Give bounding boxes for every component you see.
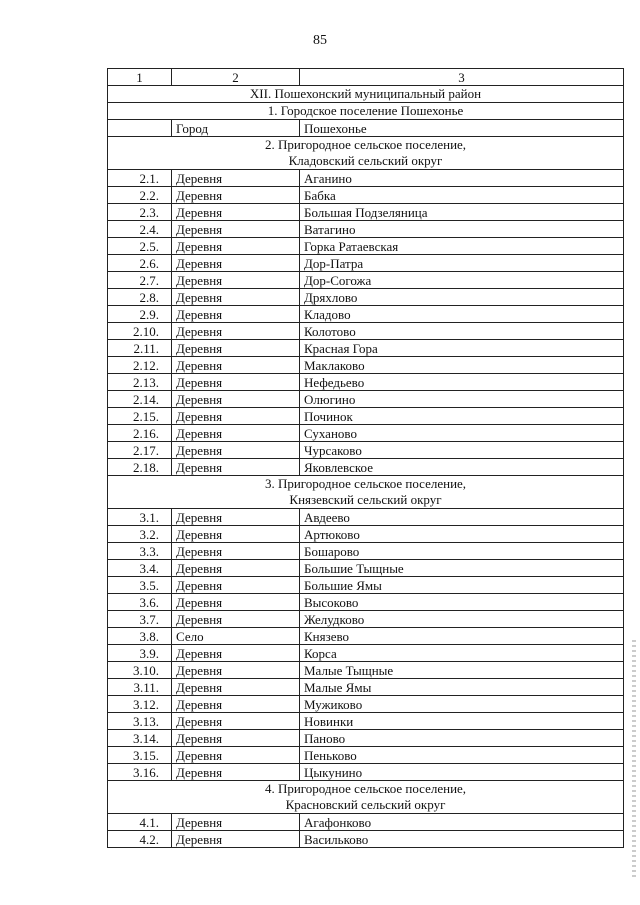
row-number: 2.2. <box>108 187 172 204</box>
row-number: 2.14. <box>108 391 172 408</box>
settlement-type: Деревня <box>172 170 300 187</box>
section-heading-line: 2. Пригородное сельское поселение, <box>264 137 467 152</box>
settlement-name: Артюково <box>300 526 624 543</box>
row-number: 3.8. <box>108 628 172 645</box>
settlement-type: Деревня <box>172 747 300 764</box>
table-row <box>108 814 624 831</box>
settlement-type: Деревня <box>172 526 300 543</box>
settlement-name: Аганино <box>300 170 624 187</box>
settlement-name: Корса <box>300 645 624 662</box>
table-row <box>108 628 624 645</box>
settlement-name: Яковлевское <box>300 459 624 476</box>
table-row <box>108 306 624 323</box>
table-row <box>108 391 624 408</box>
table-row <box>108 408 624 425</box>
settlement-name: Малые Тыщные <box>300 662 624 679</box>
settlement-type: Деревня <box>172 543 300 560</box>
row-number: 2.10. <box>108 323 172 340</box>
row-number: 3.7. <box>108 611 172 628</box>
settlement-type: Деревня <box>172 560 300 577</box>
settlement-type: Деревня <box>172 340 300 357</box>
section-heading-line: 3. Пригородное сельское поселение, <box>264 476 467 491</box>
section-heading <box>108 781 624 814</box>
settlement-name: Васильково <box>300 831 624 848</box>
row-number: 2.13. <box>108 374 172 391</box>
settlement-type: Деревня <box>172 255 300 272</box>
settlement-type: Деревня <box>172 730 300 747</box>
table-row <box>108 577 624 594</box>
settlement-name: Большая Подзеляница <box>300 204 624 221</box>
section-heading-row <box>108 137 624 170</box>
settlement-name: Суханово <box>300 425 624 442</box>
table-row <box>108 221 624 238</box>
settlement-type: Деревня <box>172 323 300 340</box>
row-number: 3.2. <box>108 526 172 543</box>
settlement-type: Деревня <box>172 391 300 408</box>
row-number: 2.8. <box>108 289 172 306</box>
row-number: 2.15. <box>108 408 172 425</box>
settlement-type: Деревня <box>172 645 300 662</box>
table-row <box>108 662 624 679</box>
settlement-type: Деревня <box>172 831 300 848</box>
section-heading-line: Князевский сельский округ <box>289 492 442 507</box>
row-number: 3.5. <box>108 577 172 594</box>
table-row <box>108 543 624 560</box>
table-row <box>108 560 624 577</box>
section-heading-line: Кладовский сельский округ <box>288 153 443 168</box>
settlement-type: Село <box>172 628 300 645</box>
settlement-name: Желудково <box>300 611 624 628</box>
settlement-name: Маклаково <box>300 357 624 374</box>
district-heading: XII. Пошехонский муниципальный район <box>108 86 624 103</box>
settlements-table <box>107 68 624 848</box>
table-row <box>108 357 624 374</box>
settlement-type: Деревня <box>172 679 300 696</box>
settlement-type: Деревня <box>172 764 300 781</box>
section-heading <box>108 103 624 120</box>
table-row <box>108 289 624 306</box>
table-row <box>108 323 624 340</box>
table-row <box>108 442 624 459</box>
row-number: 3.15. <box>108 747 172 764</box>
settlement-type: Деревня <box>172 374 300 391</box>
settlement-name: Паново <box>300 730 624 747</box>
settlement-type: Деревня <box>172 696 300 713</box>
settlement-name: Большие Ямы <box>300 577 624 594</box>
column-header-3: 3 <box>300 69 624 86</box>
table-row <box>108 645 624 662</box>
row-number: 3.9. <box>108 645 172 662</box>
settlement-name: Дор-Согожа <box>300 272 624 289</box>
row-number: 2.18. <box>108 459 172 476</box>
section-heading-line: Красновский сельский округ <box>285 797 446 812</box>
table-row <box>108 459 624 476</box>
settlement-type: Деревня <box>172 289 300 306</box>
settlement-type: Деревня <box>172 611 300 628</box>
table-row <box>108 747 624 764</box>
table-row <box>108 170 624 187</box>
settlement-type: Деревня <box>172 306 300 323</box>
settlement-type: Деревня <box>172 459 300 476</box>
column-header-row <box>108 69 624 86</box>
settlement-type: Деревня <box>172 408 300 425</box>
settlement-name: Горка Ратаевская <box>300 238 624 255</box>
settlement-type: Деревня <box>172 187 300 204</box>
settlement-type: Город <box>172 120 300 137</box>
row-number: 2.9. <box>108 306 172 323</box>
settlement-name: Новинки <box>300 713 624 730</box>
settlement-name: Пошехонье <box>300 120 624 137</box>
district-heading-row <box>108 86 624 103</box>
settlement-type: Деревня <box>172 221 300 238</box>
row-number: 2.11. <box>108 340 172 357</box>
row-number: 2.6. <box>108 255 172 272</box>
settlement-name: Кладово <box>300 306 624 323</box>
table-row <box>108 255 624 272</box>
settlement-name: Колотово <box>300 323 624 340</box>
settlement-name: Бошарово <box>300 543 624 560</box>
settlement-name: Нефедьево <box>300 374 624 391</box>
settlement-type: Деревня <box>172 814 300 831</box>
row-number: 2.16. <box>108 425 172 442</box>
row-number: 3.14. <box>108 730 172 747</box>
settlement-name: Дор-Патра <box>300 255 624 272</box>
settlement-name: Чурсаково <box>300 442 624 459</box>
table-row <box>108 204 624 221</box>
table-row <box>108 764 624 781</box>
settlement-type: Деревня <box>172 509 300 526</box>
settlement-name: Авдеево <box>300 509 624 526</box>
settlement-name: Высоково <box>300 594 624 611</box>
page-number: 85 <box>313 33 327 48</box>
section-heading <box>108 476 624 509</box>
row-number: 3.12. <box>108 696 172 713</box>
settlement-name: Бабка <box>300 187 624 204</box>
settlement-name: Большие Тыщные <box>300 560 624 577</box>
row-number <box>108 120 172 137</box>
row-number: 3.11. <box>108 679 172 696</box>
table-row <box>108 713 624 730</box>
row-number: 2.3. <box>108 204 172 221</box>
table-row <box>108 272 624 289</box>
settlement-type: Деревня <box>172 713 300 730</box>
row-number: 3.10. <box>108 662 172 679</box>
settlement-name: Агафонково <box>300 814 624 831</box>
row-number: 3.3. <box>108 543 172 560</box>
settlement-type: Деревня <box>172 442 300 459</box>
section-heading-line: 4. Пригородное сельское поселение, <box>264 781 467 796</box>
row-number: 4.1. <box>108 814 172 831</box>
settlement-name: Починок <box>300 408 624 425</box>
table-row <box>108 425 624 442</box>
settlement-type: Деревня <box>172 238 300 255</box>
settlement-type: Деревня <box>172 577 300 594</box>
column-header-2: 2 <box>172 69 300 86</box>
settlement-name: Малые Ямы <box>300 679 624 696</box>
scan-edge-mark <box>632 640 636 880</box>
row-number: 3.6. <box>108 594 172 611</box>
table-row <box>108 526 624 543</box>
table-row <box>108 831 624 848</box>
table-row <box>108 730 624 747</box>
column-header-1: 1 <box>108 69 172 86</box>
settlement-name: Пеньково <box>300 747 624 764</box>
table-row <box>108 696 624 713</box>
table-row <box>108 187 624 204</box>
section-heading-row <box>108 476 624 509</box>
row-number: 3.13. <box>108 713 172 730</box>
section-heading <box>108 137 624 170</box>
settlement-name: Мужиково <box>300 696 624 713</box>
row-number: 2.17. <box>108 442 172 459</box>
row-number: 2.1. <box>108 170 172 187</box>
settlement-type: Деревня <box>172 204 300 221</box>
settlement-name: Князево <box>300 628 624 645</box>
settlement-type: Деревня <box>172 594 300 611</box>
row-number: 2.4. <box>108 221 172 238</box>
table-row <box>108 509 624 526</box>
settlement-type: Деревня <box>172 662 300 679</box>
table-row <box>108 611 624 628</box>
table-row <box>108 679 624 696</box>
settlement-type: Деревня <box>172 357 300 374</box>
table-body <box>108 69 624 848</box>
settlement-name: Красная Гора <box>300 340 624 357</box>
row-number: 3.4. <box>108 560 172 577</box>
table-row <box>108 120 624 137</box>
table-row <box>108 374 624 391</box>
row-number: 4.2. <box>108 831 172 848</box>
table-row <box>108 340 624 357</box>
section-heading-row <box>108 781 624 814</box>
settlement-name: Олюгино <box>300 391 624 408</box>
settlement-type: Деревня <box>172 425 300 442</box>
section-heading-line: 1. Городское поселение Пошехонье <box>267 103 464 118</box>
row-number: 2.5. <box>108 238 172 255</box>
settlement-name: Ватагино <box>300 221 624 238</box>
settlement-type: Деревня <box>172 272 300 289</box>
table-row <box>108 238 624 255</box>
row-number: 2.7. <box>108 272 172 289</box>
row-number: 3.16. <box>108 764 172 781</box>
settlement-name: Дряхлово <box>300 289 624 306</box>
row-number: 3.1. <box>108 509 172 526</box>
table-row <box>108 594 624 611</box>
section-heading-row <box>108 103 624 120</box>
settlement-name: Цыкунино <box>300 764 624 781</box>
row-number: 2.12. <box>108 357 172 374</box>
